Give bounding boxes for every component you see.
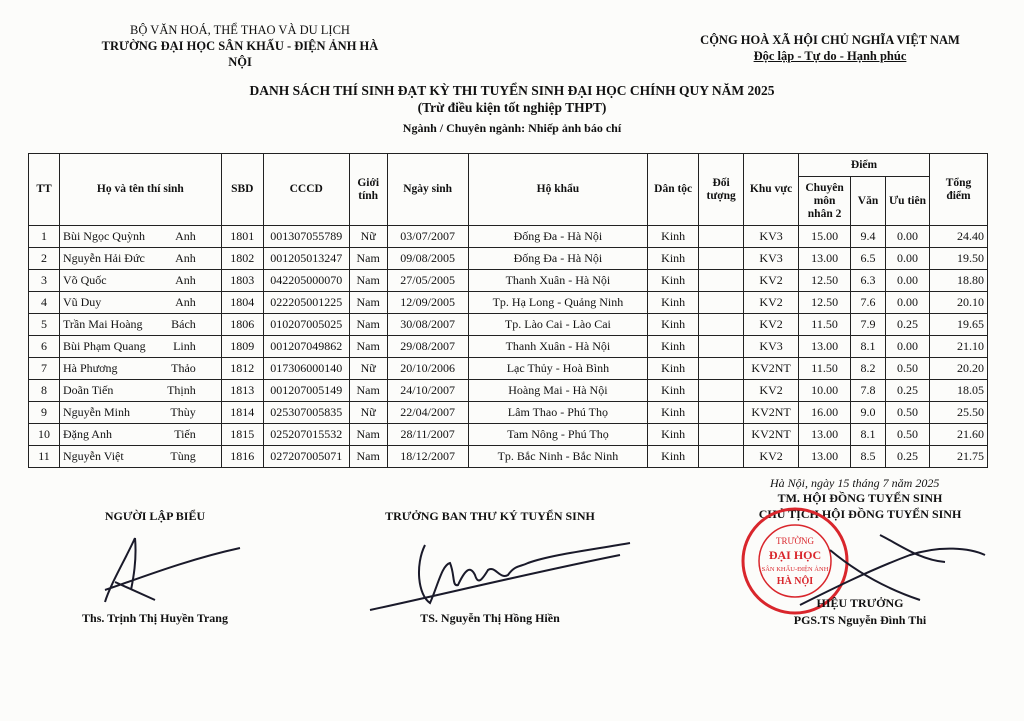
- rector-name: PGS.TS Nguyễn Đình Thi: [793, 613, 927, 627]
- cell-name: [59, 292, 221, 314]
- cell-priority-score: 0.50: [886, 402, 930, 424]
- cell-priority-score: 0.00: [886, 248, 930, 270]
- cell-cccd: 017306000140: [263, 358, 349, 380]
- cell-literature: 7.6: [851, 292, 886, 314]
- cell-region: KV2: [744, 292, 799, 314]
- cell-residence: Lâm Thao - Phú Thọ: [468, 402, 648, 424]
- cell-total: 19.65: [929, 314, 987, 336]
- cell-major-score: 13.00: [799, 336, 851, 358]
- cell-region: KV3: [744, 336, 799, 358]
- cell-priority-score: 0.25: [886, 446, 930, 468]
- ministry-name: BỘ VĂN HOÁ, THỂ THAO VÀ DU LỊCH: [130, 23, 350, 37]
- header-score-group: Điểm: [799, 154, 930, 177]
- cell-sbd: 1801: [221, 226, 263, 248]
- table-row: [29, 424, 988, 446]
- cell-literature: 8.1: [851, 336, 886, 358]
- cell-name: [59, 402, 221, 424]
- table-row: [29, 314, 988, 336]
- cell-region: KV2NT: [744, 402, 799, 424]
- secretary-name: TS. Nguyễn Thị Hồng Hiền: [420, 611, 560, 625]
- table-row: [29, 380, 988, 402]
- cell-name: [59, 446, 221, 468]
- cell-priority-score: 0.50: [886, 358, 930, 380]
- cell-residence: Thanh Xuân - Hà Nội: [468, 336, 648, 358]
- header-residence: Hộ khẩu: [468, 154, 648, 226]
- cell-priority-group: [699, 424, 744, 446]
- cell-priority-group: [699, 380, 744, 402]
- table-row: [29, 402, 988, 424]
- header-left: [95, 22, 385, 70]
- cell-sbd: 1804: [221, 292, 263, 314]
- last-middle-name: Nguyễn Việt: [62, 449, 124, 463]
- cell-residence: Thanh Xuân - Hà Nội: [468, 270, 648, 292]
- cell-sbd: 1815: [221, 424, 263, 446]
- cell-sbd: 1806: [221, 314, 263, 336]
- cell-dob: 18/12/2007: [387, 446, 468, 468]
- rector-title: HIỆU TRƯỞNG: [816, 596, 904, 610]
- last-middle-name: Doãn Tiến: [62, 383, 114, 397]
- cell-residence: Tp. Bắc Ninh - Bắc Ninh: [468, 446, 648, 468]
- cell-residence: Tam Nông - Phú Thọ: [468, 424, 648, 446]
- cell-gender: Nam: [349, 270, 387, 292]
- cell-residence: Hoàng Mai - Hà Nội: [468, 380, 648, 402]
- cell-dob: 29/08/2007: [387, 336, 468, 358]
- cell-dob: 24/10/2007: [387, 380, 468, 402]
- cell-tt: 6: [29, 336, 60, 358]
- header-priority-group: Đối tượng: [699, 154, 744, 226]
- table-row: [29, 292, 988, 314]
- cell-literature: 7.9: [851, 314, 886, 336]
- header-gender: Giới tính: [349, 154, 387, 226]
- cell-priority-group: [699, 358, 744, 380]
- header-literature: Văn: [851, 177, 886, 226]
- preparer-name: Ths. Trịnh Thị Huyền Trang: [82, 611, 228, 625]
- first-name: Tiến: [174, 427, 196, 441]
- cell-priority-group: [699, 248, 744, 270]
- cell-tt: 10: [29, 424, 60, 446]
- cell-gender: Nam: [349, 314, 387, 336]
- first-name: Thảo: [171, 361, 196, 375]
- cell-major-score: 13.00: [799, 446, 851, 468]
- header-cccd: CCCD: [263, 154, 349, 226]
- last-middle-name: Nguyễn Minh: [62, 405, 130, 419]
- cell-sbd: 1814: [221, 402, 263, 424]
- cell-gender: Nam: [349, 380, 387, 402]
- cell-major-score: 13.00: [799, 424, 851, 446]
- document-subtitle: (Trừ điều kiện tốt nghiệp THPT): [417, 100, 607, 115]
- cell-tt: 1: [29, 226, 60, 248]
- cell-major-score: 13.00: [799, 248, 851, 270]
- header-right: [690, 32, 970, 64]
- cell-tt: 9: [29, 402, 60, 424]
- cell-tt: 11: [29, 446, 60, 468]
- cell-literature: 9.4: [851, 226, 886, 248]
- cell-name: [59, 314, 221, 336]
- cell-cccd: 001207005149: [263, 380, 349, 402]
- cell-ethnicity: Kinh: [648, 248, 699, 270]
- cell-priority-score: 0.25: [886, 380, 930, 402]
- header-tt: TT: [29, 154, 60, 226]
- cell-literature: 8.5: [851, 446, 886, 468]
- stamp-text-4: HÀ NỘI: [776, 576, 814, 587]
- last-middle-name: Trần Mai Hoàng: [62, 317, 143, 331]
- cell-tt: 8: [29, 380, 60, 402]
- last-middle-name: Nguyễn Hải Đức: [62, 251, 145, 265]
- document-date: Hà Nội, ngày 15 tháng 7 năm 2025: [770, 476, 940, 490]
- cell-gender: Nữ: [349, 402, 387, 424]
- cell-priority-score: 0.00: [886, 336, 930, 358]
- cell-sbd: 1809: [221, 336, 263, 358]
- cell-name: [59, 424, 221, 446]
- cell-total: 18.80: [929, 270, 987, 292]
- preparer-signature: [95, 530, 255, 610]
- last-middle-name: Võ Quốc: [62, 273, 107, 287]
- cell-ethnicity: Kinh: [648, 424, 699, 446]
- cell-region: KV3: [744, 248, 799, 270]
- cell-ethnicity: Kinh: [648, 314, 699, 336]
- header-name: Họ và tên thí sinh: [59, 154, 221, 226]
- cell-sbd: 1802: [221, 248, 263, 270]
- cell-name: [59, 248, 221, 270]
- cell-major-score: 10.00: [799, 380, 851, 402]
- stamp-text-1: TRƯỜNG: [776, 536, 814, 546]
- cell-priority-group: [699, 446, 744, 468]
- cell-literature: 9.0: [851, 402, 886, 424]
- cell-tt: 4: [29, 292, 60, 314]
- cell-gender: Nam: [349, 424, 387, 446]
- cell-total: 18.05: [929, 380, 987, 402]
- cell-cccd: 025307005835: [263, 402, 349, 424]
- cell-ethnicity: Kinh: [648, 358, 699, 380]
- last-middle-name: Hà Phương: [62, 361, 118, 375]
- cell-dob: 20/10/2006: [387, 358, 468, 380]
- stamp-text-2: ĐẠI HỌC: [768, 548, 822, 562]
- first-name: Linh: [173, 339, 196, 353]
- cell-cccd: 010207005025: [263, 314, 349, 336]
- cell-ethnicity: Kinh: [648, 336, 699, 358]
- cell-cccd: 022205001225: [263, 292, 349, 314]
- header-dob: Ngày sinh: [387, 154, 468, 226]
- cell-ethnicity: Kinh: [648, 226, 699, 248]
- cell-literature: 7.8: [851, 380, 886, 402]
- cell-region: KV2: [744, 270, 799, 292]
- cell-sbd: 1813: [221, 380, 263, 402]
- cell-dob: 28/11/2007: [387, 424, 468, 446]
- table-body: [29, 226, 988, 468]
- cell-ethnicity: Kinh: [648, 270, 699, 292]
- header-sbd: SBD: [221, 154, 263, 226]
- council-line-2: CHỦ TỊCH HỘI ĐỒNG TUYỂN SINH: [758, 507, 962, 521]
- cell-priority-group: [699, 226, 744, 248]
- cell-literature: 6.3: [851, 270, 886, 292]
- cell-dob: 12/09/2005: [387, 292, 468, 314]
- stamp-text-3: SÂN KHẤU-ĐIỆN ẢNH: [761, 566, 829, 573]
- last-middle-name: Đặng Anh: [62, 427, 112, 441]
- cell-region: KV3: [744, 226, 799, 248]
- cell-total: 21.10: [929, 336, 987, 358]
- last-middle-name: Bùi Ngọc Quỳnh: [62, 229, 145, 243]
- cell-priority-score: 0.00: [886, 270, 930, 292]
- cell-priority-group: [699, 336, 744, 358]
- first-name: Tùng: [170, 449, 196, 463]
- cell-major-score: 11.50: [799, 358, 851, 380]
- cell-residence: Đống Đa - Hà Nội: [468, 248, 648, 270]
- header-region: Khu vực: [744, 154, 799, 226]
- cell-gender: Nam: [349, 336, 387, 358]
- header-major-score: Chuyên môn nhân 2: [799, 177, 851, 226]
- header-total: Tổng điểm: [929, 154, 987, 226]
- cell-major-score: 15.00: [799, 226, 851, 248]
- cell-ethnicity: Kinh: [648, 292, 699, 314]
- cell-gender: Nữ: [349, 226, 387, 248]
- cell-ethnicity: Kinh: [648, 402, 699, 424]
- cell-residence: Tp. Lào Cai - Lào Cai: [468, 314, 648, 336]
- first-name: Anh: [175, 229, 196, 243]
- cell-sbd: 1816: [221, 446, 263, 468]
- cell-gender: Nam: [349, 446, 387, 468]
- cell-cccd: 042205000070: [263, 270, 349, 292]
- table-row: [29, 358, 988, 380]
- candidate-table: [28, 153, 988, 468]
- cell-total: 19.50: [929, 248, 987, 270]
- cell-tt: 5: [29, 314, 60, 336]
- school-name: TRƯỜNG ĐẠI HỌC SÂN KHẤU - ĐIỆN ẢNH HÀ NỘI: [101, 39, 379, 69]
- cell-total: 24.40: [929, 226, 987, 248]
- first-name: Bách: [171, 317, 196, 331]
- cell-tt: 3: [29, 270, 60, 292]
- document-title: DANH SÁCH THÍ SINH ĐẠT KỲ THI TUYỂN SINH ĐẠI HỌC CHÍNH QUY NĂM 2025: [249, 83, 775, 98]
- cell-major-score: 16.00: [799, 402, 851, 424]
- cell-cccd: 001307055789: [263, 226, 349, 248]
- cell-residence: Tp. Hạ Long - Quảng Ninh: [468, 292, 648, 314]
- cell-residence: Lạc Thủy - Hoà Bình: [468, 358, 648, 380]
- cell-priority-score: 0.50: [886, 424, 930, 446]
- council-line-1: TM. HỘI ĐỒNG TUYỂN SINH: [777, 491, 943, 505]
- cell-literature: 6.5: [851, 248, 886, 270]
- first-name: Anh: [175, 273, 196, 287]
- secretary-signature: [360, 525, 640, 620]
- preparer-title: NGƯỜI LẬP BIỂU: [104, 509, 206, 523]
- cell-dob: 27/05/2005: [387, 270, 468, 292]
- cell-sbd: 1812: [221, 358, 263, 380]
- nation-name: CỘNG HOÀ XÃ HỘI CHỦ NGHĨA VIỆT NAM: [700, 33, 960, 47]
- major-line: Ngành / Chuyên ngành: Nhiếp ảnh báo chí: [402, 121, 622, 135]
- cell-total: 20.10: [929, 292, 987, 314]
- cell-tt: 7: [29, 358, 60, 380]
- cell-priority-group: [699, 292, 744, 314]
- first-name: Thịnh: [167, 383, 196, 397]
- cell-ethnicity: Kinh: [648, 446, 699, 468]
- cell-ethnicity: Kinh: [648, 380, 699, 402]
- cell-priority-group: [699, 402, 744, 424]
- cell-name: [59, 358, 221, 380]
- cell-priority-score: 0.00: [886, 226, 930, 248]
- cell-priority-group: [699, 314, 744, 336]
- cell-dob: 22/04/2007: [387, 402, 468, 424]
- table-row: [29, 270, 988, 292]
- cell-residence: Đống Đa - Hà Nội: [468, 226, 648, 248]
- cell-total: 21.60: [929, 424, 987, 446]
- cell-major-score: 11.50: [799, 314, 851, 336]
- motto: Độc lập - Tự do - Hạnh phúc: [753, 49, 907, 63]
- cell-name: [59, 336, 221, 358]
- cell-priority-score: 0.25: [886, 314, 930, 336]
- cell-major-score: 12.50: [799, 292, 851, 314]
- table-row: [29, 226, 988, 248]
- cell-total: 25.50: [929, 402, 987, 424]
- cell-gender: Nam: [349, 248, 387, 270]
- cell-cccd: 025207015532: [263, 424, 349, 446]
- cell-name: [59, 226, 221, 248]
- cell-region: KV2: [744, 446, 799, 468]
- table-row: [29, 336, 988, 358]
- first-name: Thùy: [170, 405, 196, 419]
- last-middle-name: Bùi Phạm Quang: [62, 339, 146, 353]
- cell-gender: Nữ: [349, 358, 387, 380]
- cell-cccd: 027207005071: [263, 446, 349, 468]
- first-name: Anh: [175, 251, 196, 265]
- last-middle-name: Vũ Duy: [62, 295, 102, 309]
- cell-region: KV2NT: [744, 424, 799, 446]
- cell-name: [59, 380, 221, 402]
- cell-cccd: 001207049862: [263, 336, 349, 358]
- cell-total: 20.20: [929, 358, 987, 380]
- cell-dob: 09/08/2005: [387, 248, 468, 270]
- cell-cccd: 001205013247: [263, 248, 349, 270]
- cell-region: KV2: [744, 380, 799, 402]
- cell-priority-score: 0.00: [886, 292, 930, 314]
- cell-gender: Nam: [349, 292, 387, 314]
- cell-dob: 03/07/2007: [387, 226, 468, 248]
- cell-region: KV2: [744, 314, 799, 336]
- cell-name: [59, 270, 221, 292]
- cell-sbd: 1803: [221, 270, 263, 292]
- secretary-title: TRƯỞNG BAN THƯ KÝ TUYỂN SINH: [385, 509, 595, 523]
- table-row: [29, 248, 988, 270]
- cell-region: KV2NT: [744, 358, 799, 380]
- header-priority-score: Ưu tiên: [886, 177, 930, 226]
- cell-dob: 30/08/2007: [387, 314, 468, 336]
- cell-literature: 8.2: [851, 358, 886, 380]
- cell-tt: 2: [29, 248, 60, 270]
- cell-literature: 8.1: [851, 424, 886, 446]
- cell-total: 21.75: [929, 446, 987, 468]
- table-row: [29, 446, 988, 468]
- header-ethnicity: Dân tộc: [648, 154, 699, 226]
- cell-priority-group: [699, 270, 744, 292]
- first-name: Anh: [175, 295, 196, 309]
- cell-major-score: 12.50: [799, 270, 851, 292]
